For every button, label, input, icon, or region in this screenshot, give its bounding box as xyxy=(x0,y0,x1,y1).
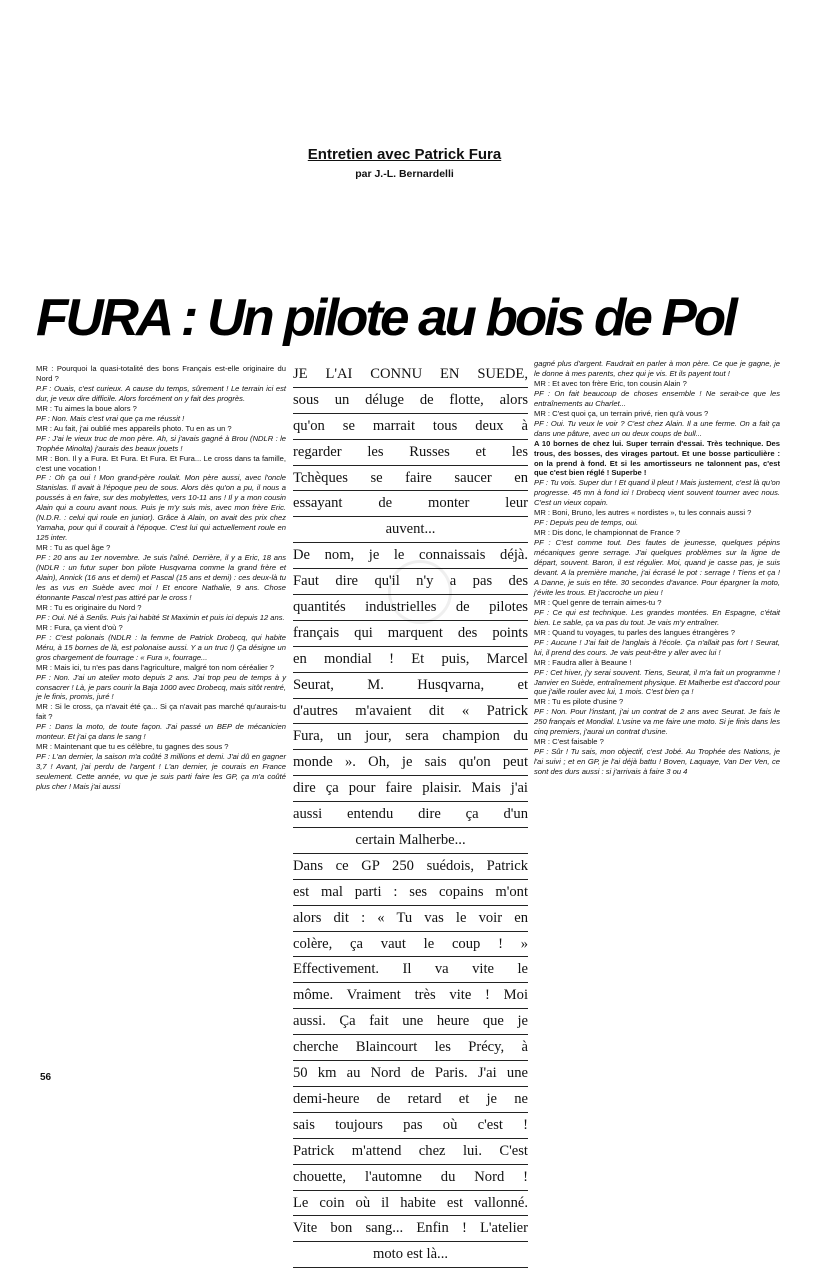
intro-line: d'autres m'avaient dit « Patrick xyxy=(293,699,528,725)
intro-line: colère, ça vaut le coup ! » xyxy=(293,932,528,958)
intro-line: sous un déluge de flotte, alors xyxy=(293,388,528,414)
intro-line: Dans ce GP 250 suédois, Patrick xyxy=(293,854,528,880)
right-text-column xyxy=(534,359,780,1084)
paragraph: MR : C'est quoi ça, un terrain privé, rien qu'à vous ? xyxy=(534,408,709,418)
article-byline: par J.-L. Bernardelli xyxy=(355,168,454,180)
paragraph: MR : Faudra aller à Beaune ! xyxy=(534,657,632,667)
intro-line: Patrick m'attend chez lui. C'est xyxy=(293,1139,528,1165)
paragraph: PF : 20 ans au 1er novembre. Je suis l'aîné. Derrière, il y a Eric, 18 ans (NDLR : un futur super bon pilote Husqvarna comme la grand frère et Alain), Annick (16 ans et demi) et Pascal (15 ans et demi) : ces deux-là tu les as vus en Suède avec moi ! Et encore Nathalie, 9 ans. Chose étonnante Pascal n'est pas attiré par le cross ! xyxy=(36,553,286,602)
paragraph: MR : Boni, Bruno, les autres « nordistes », tu les connais aussi ? xyxy=(534,508,752,518)
intro-line: français qui marquent des points xyxy=(293,621,528,647)
intro-line: aussi. Ça fait une heure que je xyxy=(293,1009,528,1035)
intro-line: alors dit : « Tu vas le voir en xyxy=(293,906,528,932)
paragraph: PF : J'ai le vieux truc de mon père. Ah, si j'avais gagné à Brou (NDLR : le Trophée Minolta) j'aurais des beaux jouets ! xyxy=(36,433,286,453)
paragraph: MR : Dis donc, le championnat de France ? xyxy=(534,528,681,538)
paragraph: PF : Non. Mais c'est vrai que ça me réussit ! xyxy=(36,413,185,423)
paragraph: MR : Pourquoi la quasi-totalité des bons Français est-elle originaire du Nord ? xyxy=(36,364,286,383)
intro-line: est mal parti : ses copains m'ont xyxy=(293,880,528,906)
paragraph: PF : Depuis peu de temps, oui. xyxy=(534,518,639,528)
paragraph: PF : Ce qui est technique. Les grandes montées. En Espagne, c'était bien. Le sable, ça va pas du tout. Je vais m'y entraîner. xyxy=(534,607,780,627)
paragraph: PF : Tu vois. Super dur ! Et quand il pleut ! Mais justement, c'est là qu'on progresse. 45 mn à fond ici ! Drobecq vient souvent tourner avec nous. C'est un vieux copain. xyxy=(534,478,780,508)
intro-line: aussi entendu dire ça d'un xyxy=(293,802,528,828)
intro-line: Effectivement. Il va vite le xyxy=(293,957,528,983)
intro-line: Faut dire qu'il n'y a pas des xyxy=(293,569,528,595)
intro-line: dire ça pour faire plaisir. Mais j'ai xyxy=(293,776,528,802)
paragraph: MR : Fura, ça vient d'où ? xyxy=(36,622,123,632)
intro-line: qu'on se marrait tous deux à xyxy=(293,414,528,440)
paragraph: PF : Oui. Tu veux le voir ? C'est chez Alain. Il a une ferme. On a fait ça dans une pâture, avec un ou deux coups de bull... xyxy=(534,418,780,438)
intro-line: moto est là... xyxy=(293,1242,528,1268)
intro-line: JE L'AI CONNU EN SUEDE, xyxy=(293,362,528,388)
paragraph: gagné plus d'argent. Faudrait en parler à mon père. Ce que je gagne, je le donne à mes parents, chez qui je vis. Et ils payent tout ! xyxy=(534,359,780,378)
intro-line: auvent... xyxy=(293,517,528,543)
paragraph: MR : Tu as quel âge ? xyxy=(36,543,111,553)
intro-line: certain Malherbe... xyxy=(293,828,528,854)
paragraph: PF : L'an dernier, la saison m'a coûté 3 millions et demi. J'ai dû en gagner 3,7 ! Avant, j'ai perdu de l'argent ! L'an dernier, je courais en France seulement. Cette année, vu que je suis parti faire les GP, ça m'a coûté plus cher ! Mais j'ai aussi xyxy=(36,752,286,792)
intro-line: sais toujours pas où c'est ! xyxy=(293,1113,528,1139)
intro-line: cherche Blaincourt les Précy, à xyxy=(293,1035,528,1061)
paragraph: MR : Tu es originaire du Nord ? xyxy=(36,602,142,612)
paragraph: PF : Oui. Né à Senlis. Puis j'ai habité St Maximin et puis ici depuis 12 ans. xyxy=(36,612,285,622)
paragraph: PF : Aucune ! J'ai fait de l'anglais à l'école. Ça n'allait pas fort ! Seurat, lui, il prend des cours. Je vais peut-être y aller avec lui ! xyxy=(534,637,780,657)
intro-line: essayant de monter leur xyxy=(293,491,528,517)
intro-line: De nom, je le connaissais déjà. xyxy=(293,543,528,569)
page-number: 56 xyxy=(40,1072,52,1083)
paragraph: PF : Sûr ! Tu sais, mon objectif, c'est Jobé. Au Trophée des Nations, je l'ai suivi ; et en GP, je l'ai déjà battu ! Boven, Laquaye, Van Der Ven, ce sont des durs aussi : si j'arrivais à faire 3 ou 4 xyxy=(534,747,780,777)
paragraph: MR : Tu es pilote d'usine ? xyxy=(534,697,624,707)
left-text-column xyxy=(36,364,286,1084)
intro-line: 50 km au Nord de Paris. J'ai une xyxy=(293,1061,528,1087)
watermark-stamp xyxy=(388,560,452,624)
paragraph: MR : Et avec ton frère Eric, ton cousin Alain ? xyxy=(534,378,687,388)
intro-line: quantités industrielles de pilotes xyxy=(293,595,528,621)
paragraph: MR : Quand tu voyages, tu parles des langues étrangères ? xyxy=(534,627,735,637)
paragraph: MR : Quel genre de terrain aimes-tu ? xyxy=(534,597,662,607)
paragraph: PF : C'est polonais (NDLR : la femme de Patrick Drobecq, qui habite Méru, à 15 bornes de là, est polonaise aussi. Y a un truc !) Ça désigne un gros chargement de fourrage : « Fura », fourrage... xyxy=(36,632,286,662)
paragraph: MR : Mais ici, tu n'es pas dans l'agriculture, malgré ton nom céréalier ? xyxy=(36,662,274,672)
intro-line: en mondial ! Et puis, Marcel xyxy=(293,647,528,673)
intro-line: regarder les Russes et les xyxy=(293,440,528,466)
intro-line: Tchèques se faire saucer en xyxy=(293,466,528,492)
article-headline: FURA : Un pilote au bois de Pol xyxy=(36,289,735,347)
center-intro-column xyxy=(293,362,528,1263)
paragraph: MR : Maintenant que tu es célèbre, tu gagnes des sous ? xyxy=(36,742,229,752)
intro-line: Fura, un jour, sera champion du xyxy=(293,724,528,750)
article-header-title: Entretien avec Patrick Fura xyxy=(307,146,502,163)
intro-line: monde ». Oh, je sais qu'on peut xyxy=(293,750,528,776)
paragraph: MR : C'est faisable ? xyxy=(534,737,604,747)
paragraph: P.F : Ouais, c'est curieux. A cause du temps, sûrement ! Le terrain ici est dur, je veux dire difficile. Alors forcément on y fait des progrès. xyxy=(36,383,286,403)
paragraph: PF : Non. Pour l'instant, j'ai un contrat de 2 ans avec Seurat. Je fais le 250 français et Mondial. L'usine va me faire une moto. Si je finis dans les cinq premiers, j'aurai un contrat d'usine. xyxy=(534,707,780,737)
paragraph: PF : Dans la moto, de toute façon. J'ai passé un BEP de mécanicien monteur. Et j'ai ça dans le sang ! xyxy=(36,722,286,742)
paragraph: MR : Au fait, j'ai oublié mes appareils photo. Tu en as un ? xyxy=(36,423,232,433)
intro-line: Seurat, M. Husqvarna, et xyxy=(293,673,528,699)
paragraph: MR : Bon. Il y a Fura. Et Fura. Et Fura. Et Fura... Le cross dans ta famille, c'est une vocation ! xyxy=(36,453,286,473)
paragraph: PF : On fait beaucoup de choses ensemble ! Ne serait-ce que les entraînements au Charlet... xyxy=(534,388,780,408)
intro-line: demi-heure de retard et je ne xyxy=(293,1087,528,1113)
paragraph: PF : Cet hiver, j'y serai souvent. Tiens, Seurat, il m'a fait un programme ! Janvier en Suède, entraînement physique. Et Malherbe est d'accord pour que j'aille rouler avec lui, 1 mois. C'est bien ça ! xyxy=(534,667,780,697)
paragraph: A 10 bornes de chez lui. Super terrain d'essai. Très technique. Des trous, des bosses, des virages partout. Et une bosse particulière : on la prend à fond. Et si les amortisseurs ne talonnent pas, c'est que c'est bien réglé ! Superbe ! xyxy=(534,438,780,478)
intro-line: Vite bon sang... Enfin ! L'atelier xyxy=(293,1216,528,1242)
intro-line: Le coin où il habite est vallonné. xyxy=(293,1191,528,1217)
intro-line: môme. Vraiment très vite ! Moi xyxy=(293,983,528,1009)
intro-line: chouette, l'automne du Nord ! xyxy=(293,1165,528,1191)
paragraph: PF : C'est comme tout. Des fautes de jeunesse, quelques pépins mécaniques genre serrage. J'ai quelques problèmes sur la ligne de départ, souvent. Baron, il est régulier. Moi, quand je casse pas, je suis devant. A la première manche, j'ai écrasé le pot : serrage ! Tiens et ça ! A Danne, je suis en tête. 30 secondes d'avance. Pour épargner la moto, j'évite les trous. Et j'accroche un pieu ! xyxy=(534,538,780,597)
paragraph: PF : Non. J'ai un atelier moto depuis 2 ans. J'ai trop peu de temps à y consacrer ! Là, je pars courir la Baja 1000 avec Drobecq, mais sitôt rentré, je le finis, promis, juré ! xyxy=(36,672,286,702)
paragraph: MR : Tu aimes la boue alors ? xyxy=(36,403,137,413)
paragraph: PF : Oh ça oui ! Mon grand-père roulait. Mon père aussi, avec l'oncle Stanislas. Il avait à l'époque peu de sous. Alors dès qu'on a pu, il nous a poussés à en faire, sur des mobylettes, vers 10-11 ans ! Il y a mon cousin Alain qui a couru avant nous. Puis je m'y suis mis, avec mon frère Eric. (N.D.R. : celui qui roule en junior). Grâce à Alain, on avait des prix chez Yamaha, pour qui il courait à l'époque. C'est lui qui actuellement roule en 125 inter. xyxy=(36,473,286,543)
paragraph: MR : Si le cross, ça n'avait été ça... Si ça n'avait pas marché qu'aurais-tu fait ? xyxy=(36,702,286,722)
